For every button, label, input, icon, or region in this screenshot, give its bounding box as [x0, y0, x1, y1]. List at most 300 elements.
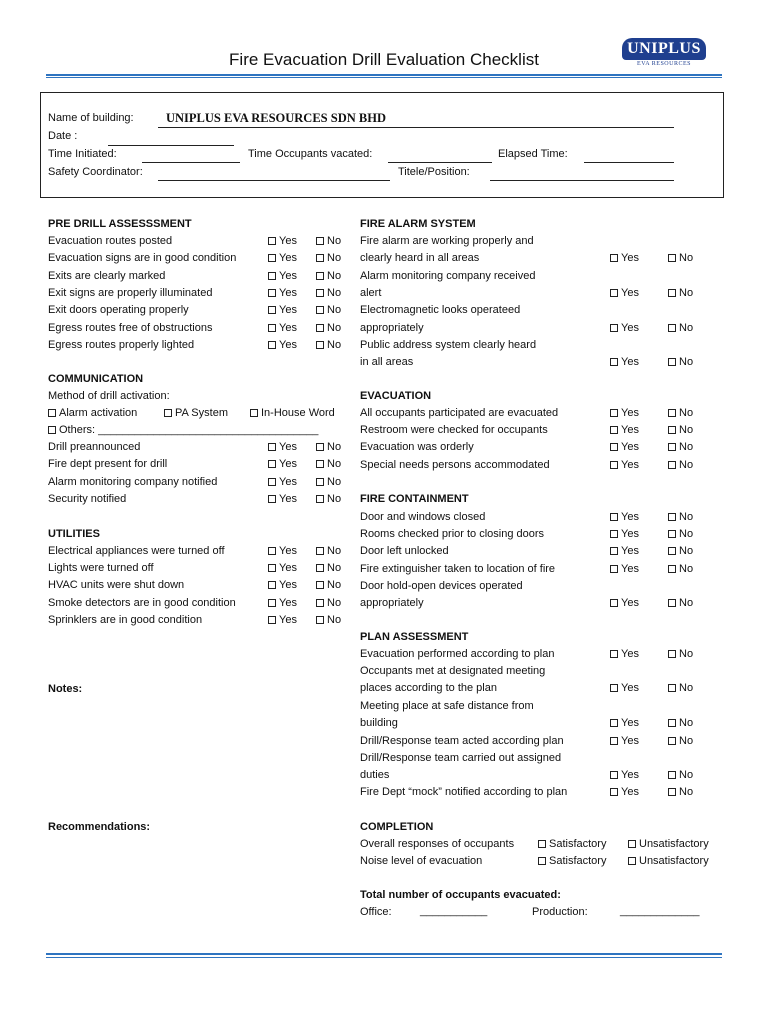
- yes-checkbox[interactable]: [268, 597, 297, 610]
- checkbox[interactable]: [268, 547, 276, 555]
- yes-checkbox[interactable]: [610, 648, 639, 661]
- logo-subtitle: EVA RESOURCES: [637, 61, 691, 67]
- checkbox[interactable]: [268, 324, 276, 332]
- checkbox[interactable]: [610, 530, 618, 538]
- section-heading-fire-containment: FIRE CONTAINMENT: [360, 493, 469, 505]
- yes-checkbox[interactable]: [268, 579, 297, 592]
- checklist-item: Restroom were checked for occupants: [360, 424, 548, 437]
- recommendations-label: Recommendations:: [48, 821, 151, 833]
- checkbox-label: No: [327, 235, 342, 247]
- checkbox[interactable]: [668, 530, 676, 538]
- checkbox[interactable]: [610, 547, 618, 555]
- checkbox[interactable]: [668, 719, 676, 727]
- yes-checkbox[interactable]: [268, 493, 297, 506]
- checkbox[interactable]: [316, 254, 324, 262]
- checkbox-label: No: [679, 286, 694, 299]
- checkbox[interactable]: [668, 426, 676, 434]
- no-checkbox[interactable]: [316, 614, 341, 627]
- no-checkbox[interactable]: [668, 597, 693, 610]
- yes-checkbox[interactable]: [610, 786, 639, 799]
- checkbox-label: Unsatisfactory: [639, 838, 709, 850]
- checkbox[interactable]: [610, 426, 618, 434]
- satisfactory-checkbox[interactable]: [538, 838, 606, 851]
- checklist-item: Fire dept present for drill: [48, 458, 168, 470]
- checkbox[interactable]: [610, 771, 618, 779]
- checkbox[interactable]: [316, 495, 324, 503]
- checkbox[interactable]: [628, 857, 636, 865]
- checkbox-label: No: [679, 407, 694, 419]
- no-checkbox[interactable]: [316, 458, 341, 471]
- checklist-item: Overall responses of occupants: [360, 838, 515, 850]
- building-value: UNIPLUS EVA RESOURCES SDN BHD: [166, 111, 386, 125]
- yes-checkbox[interactable]: [268, 304, 297, 317]
- checklist-item: Noise level of evacuation: [360, 855, 483, 867]
- checkbox-label: Yes: [621, 321, 639, 334]
- checkbox-label: No: [679, 648, 694, 660]
- checkbox[interactable]: [316, 324, 324, 332]
- checklist-item: Drill/Response team acted according plan: [360, 735, 564, 747]
- yes-checkbox[interactable]: [268, 252, 297, 265]
- yes-checkbox[interactable]: [610, 356, 639, 369]
- checklist-item: Evacuation was orderly: [360, 441, 474, 454]
- checkbox[interactable]: [610, 409, 618, 417]
- checkbox-label: Yes: [621, 562, 639, 575]
- no-checkbox[interactable]: [668, 424, 693, 437]
- checkbox-label: Yes: [621, 407, 639, 419]
- checkbox-label: Yes: [621, 769, 639, 781]
- checkbox[interactable]: [668, 254, 676, 262]
- checkbox-label: Unsatisfactory: [639, 855, 709, 867]
- checkbox[interactable]: [316, 237, 324, 245]
- yes-checkbox[interactable]: [268, 614, 297, 627]
- checkbox[interactable]: [316, 581, 324, 589]
- method-label: Method of drill activation:: [48, 390, 170, 402]
- section-heading-plan-assessment: PLAN ASSESSMENT: [360, 631, 469, 643]
- no-checkbox[interactable]: [316, 304, 341, 317]
- checkbox-label: No: [679, 597, 694, 609]
- yes-checkbox[interactable]: [610, 528, 639, 541]
- checkbox[interactable]: [268, 581, 276, 589]
- no-checkbox[interactable]: [316, 270, 341, 283]
- checkbox-label: No: [327, 562, 342, 575]
- checkbox[interactable]: [668, 565, 676, 573]
- no-checkbox[interactable]: [316, 252, 341, 265]
- checkbox-label: Yes: [279, 235, 297, 247]
- checkbox[interactable]: [268, 272, 276, 280]
- option-alarm-activation[interactable]: [48, 407, 137, 420]
- no-checkbox[interactable]: [316, 322, 341, 335]
- time-initiated-label: Time Initiated:: [48, 148, 117, 160]
- building-field-line[interactable]: [158, 127, 674, 128]
- checkbox-label: Yes: [621, 458, 639, 471]
- checkbox[interactable]: [610, 684, 618, 692]
- yes-checkbox[interactable]: [610, 682, 639, 695]
- checkbox-label: Yes: [621, 597, 639, 609]
- date-field-line[interactable]: [108, 145, 234, 146]
- checkbox-label: No: [679, 769, 694, 781]
- checkbox[interactable]: [610, 650, 618, 658]
- yes-checkbox[interactable]: [268, 270, 297, 283]
- checkbox-label: No: [679, 717, 694, 729]
- checkbox[interactable]: [268, 443, 276, 451]
- yes-checkbox[interactable]: [268, 562, 297, 575]
- yes-checkbox[interactable]: [610, 441, 639, 454]
- checklist-item: Fire Dept “mock” notified according to plan: [360, 786, 568, 798]
- checklist-item: Electrical appliances were turned off: [48, 545, 225, 557]
- checkbox[interactable]: [668, 684, 676, 692]
- checkbox[interactable]: [668, 324, 676, 332]
- checklist-item-cont: in all areas: [360, 356, 414, 369]
- checkbox[interactable]: [268, 237, 276, 245]
- checkbox[interactable]: [668, 650, 676, 658]
- checkbox-label: In-House Word: [261, 407, 335, 419]
- yes-checkbox[interactable]: [610, 287, 639, 300]
- section-heading-utilities: UTILITIES: [48, 528, 100, 540]
- checkbox[interactable]: [668, 737, 676, 745]
- checkbox-label: No: [327, 613, 342, 626]
- yes-checkbox[interactable]: [610, 459, 639, 472]
- checklist-item: Evacuation performed according to plan: [360, 648, 555, 660]
- yes-checkbox[interactable]: [610, 322, 639, 335]
- checkbox-label: Yes: [279, 613, 297, 626]
- no-checkbox[interactable]: [316, 441, 341, 454]
- header-rule-thin: [46, 77, 722, 78]
- option-pa-system[interactable]: [164, 407, 228, 420]
- checkbox[interactable]: [48, 409, 56, 417]
- checkbox-label: Yes: [279, 545, 297, 557]
- checkbox-label: No: [327, 579, 342, 592]
- no-checkbox[interactable]: [668, 459, 693, 472]
- checkbox[interactable]: [268, 289, 276, 297]
- no-checkbox[interactable]: [668, 356, 693, 369]
- checklist-item: Electromagnetic looks operateed: [360, 304, 521, 317]
- checkbox-label: Yes: [621, 648, 639, 660]
- checklist-item: Fire alarm are working properly and: [360, 235, 534, 247]
- checkbox-label: No: [327, 545, 342, 557]
- checklist-item: Exit signs are properly illuminated: [48, 286, 213, 299]
- checkbox[interactable]: [316, 599, 324, 607]
- no-checkbox[interactable]: [316, 476, 341, 489]
- coordinator-field-line[interactable]: [158, 180, 390, 181]
- checkbox-label: Yes: [621, 545, 639, 558]
- checkbox-label: No: [679, 458, 694, 471]
- no-checkbox[interactable]: [668, 563, 693, 576]
- footer-rule-thin: [46, 957, 722, 958]
- production-label: Production:: [532, 906, 588, 918]
- checkbox[interactable]: [268, 478, 276, 486]
- checkbox[interactable]: [164, 409, 172, 417]
- checkbox[interactable]: [610, 513, 618, 521]
- checkbox[interactable]: [268, 495, 276, 503]
- no-checkbox[interactable]: [316, 287, 341, 300]
- checklist-item-cont: duties: [360, 769, 390, 781]
- checkbox-label: No: [679, 424, 694, 437]
- checklist-item: All occupants participated are evacuated: [360, 407, 559, 419]
- yes-checkbox[interactable]: [268, 339, 297, 352]
- notes-label: Notes:: [48, 683, 83, 695]
- no-checkbox[interactable]: [668, 682, 693, 695]
- no-checkbox[interactable]: [668, 545, 693, 558]
- checkbox-label: No: [679, 441, 694, 454]
- checkbox[interactable]: [250, 409, 258, 417]
- checklist-item-cont: alert: [360, 286, 382, 299]
- checklist-item: Meeting place at safe distance from: [360, 700, 534, 712]
- logo-wordmark: UNIPLUS: [622, 38, 706, 60]
- checklist-item: Lights were turned off: [48, 562, 154, 575]
- option-others[interactable]: [48, 424, 318, 437]
- checkbox-label: No: [679, 511, 694, 523]
- checkbox-label: No: [327, 596, 342, 609]
- checkbox[interactable]: [268, 254, 276, 262]
- checkbox[interactable]: [316, 443, 324, 451]
- checklist-item: Alarm monitoring company received: [360, 269, 536, 282]
- option-in-house-word[interactable]: [250, 407, 335, 420]
- checklist-item: HVAC units were shut down: [48, 579, 185, 592]
- yes-checkbox[interactable]: [610, 563, 639, 576]
- checkbox-label: Yes: [621, 252, 639, 265]
- checkbox[interactable]: [48, 426, 56, 434]
- checklist-item: Drill/Response team carried out assigned: [360, 752, 562, 764]
- checkbox[interactable]: [538, 857, 546, 865]
- yes-checkbox[interactable]: [610, 597, 639, 610]
- checkbox-label: Yes: [279, 476, 297, 488]
- checkbox-label: No: [679, 321, 694, 334]
- checkbox-label: Satisfactory: [549, 838, 607, 850]
- checkbox[interactable]: [316, 306, 324, 314]
- checkbox-label: Alarm activation: [59, 407, 138, 419]
- checkbox[interactable]: [610, 254, 618, 262]
- yes-checkbox[interactable]: [268, 287, 297, 300]
- checklist-item: Public address system clearly heard: [360, 339, 537, 352]
- no-checkbox[interactable]: [316, 545, 341, 558]
- office-field[interactable]: ___________: [420, 905, 488, 917]
- checklist-item: Door hold-open devices operated: [360, 580, 523, 592]
- unsatisfactory-checkbox[interactable]: [628, 855, 709, 868]
- checklist-item: Evacuation routes posted: [48, 235, 173, 247]
- checkbox-label: Yes: [279, 458, 297, 470]
- section-heading-pre-drill: PRE DRILL ASSESSSMENT: [48, 218, 192, 230]
- checkbox-label: Yes: [621, 717, 639, 729]
- checkbox-label: No: [327, 252, 342, 265]
- checkbox-label: No: [679, 786, 694, 798]
- elapsed-label: Elapsed Time:: [498, 148, 568, 160]
- checkbox-label: Yes: [621, 424, 639, 437]
- no-checkbox[interactable]: [668, 511, 693, 524]
- checkbox-label: No: [679, 356, 694, 369]
- office-label: Office:: [360, 906, 392, 918]
- checkbox[interactable]: [668, 547, 676, 555]
- production-field[interactable]: _____________: [620, 905, 700, 917]
- checklist-item: Exits are clearly marked: [48, 269, 166, 282]
- checkbox[interactable]: [610, 358, 618, 366]
- satisfactory-checkbox[interactable]: [538, 855, 606, 868]
- checkbox-label: Yes: [621, 528, 639, 541]
- checkbox-label: No: [679, 252, 694, 265]
- checkbox[interactable]: [610, 461, 618, 469]
- checkbox[interactable]: [668, 443, 676, 451]
- section-heading-fire-alarm: FIRE ALARM SYSTEM: [360, 218, 476, 230]
- total-occupants-heading: Total number of occupants evacuated:: [360, 889, 561, 901]
- section-heading-evacuation: EVACUATION: [360, 390, 432, 402]
- no-checkbox[interactable]: [668, 528, 693, 541]
- checklist-item: Special needs persons accommodated: [360, 458, 550, 471]
- checkbox[interactable]: [668, 513, 676, 521]
- yes-checkbox[interactable]: [610, 735, 639, 748]
- no-checkbox[interactable]: [668, 717, 693, 730]
- no-checkbox[interactable]: [316, 579, 341, 592]
- checkbox[interactable]: [668, 461, 676, 469]
- checklist-item: Door and windows closed: [360, 511, 486, 523]
- checkbox[interactable]: [628, 840, 636, 848]
- checkbox-label: Yes: [621, 356, 639, 369]
- checklist-item: Fire extinguisher taken to location of fire: [360, 562, 556, 575]
- checklist-item: Alarm monitoring company notified: [48, 476, 218, 488]
- time-vacated-label: Time Occupants vacated:: [248, 148, 373, 160]
- checkbox-label: No: [327, 304, 342, 317]
- checkbox-label: No: [679, 735, 694, 747]
- checkbox-label: Others: ____________________________________: [59, 424, 319, 436]
- yes-checkbox[interactable]: [268, 441, 297, 454]
- unsatisfactory-checkbox[interactable]: [628, 838, 709, 851]
- position-label: Titele/Position:: [398, 166, 470, 178]
- yes-checkbox[interactable]: [610, 252, 639, 265]
- checkbox[interactable]: [316, 564, 324, 572]
- checklist-item: Sprinklers are in good condition: [48, 613, 203, 626]
- checklist-item-cont: appropriately: [360, 597, 424, 609]
- checklist-item: Smoke detectors are in good condition: [48, 596, 236, 609]
- yes-checkbox[interactable]: [610, 407, 639, 420]
- checkbox[interactable]: [610, 289, 618, 297]
- checklist-item: Door left unlocked: [360, 545, 449, 558]
- no-checkbox[interactable]: [668, 769, 693, 782]
- checkbox[interactable]: [668, 358, 676, 366]
- no-checkbox[interactable]: [668, 441, 693, 454]
- no-checkbox[interactable]: [316, 235, 341, 248]
- checkbox-label: Yes: [279, 338, 297, 351]
- checkbox[interactable]: [316, 272, 324, 280]
- checkbox[interactable]: [316, 289, 324, 297]
- checkbox-label: Yes: [279, 269, 297, 282]
- checkbox[interactable]: [268, 341, 276, 349]
- checklist-item: Occupants met at designated meeting: [360, 665, 546, 677]
- checkbox[interactable]: [610, 719, 618, 727]
- checkbox-label: Yes: [621, 786, 639, 798]
- checkbox[interactable]: [610, 565, 618, 573]
- checkbox[interactable]: [668, 599, 676, 607]
- yes-checkbox[interactable]: [610, 424, 639, 437]
- section-heading-completion: COMPLETION: [360, 821, 434, 833]
- no-checkbox[interactable]: [668, 735, 693, 748]
- checkbox[interactable]: [268, 306, 276, 314]
- no-checkbox[interactable]: [668, 287, 693, 300]
- checkbox-label: Yes: [279, 441, 297, 453]
- section-heading-communication: COMMUNICATION: [48, 373, 144, 385]
- yes-checkbox[interactable]: [610, 717, 639, 730]
- checkbox[interactable]: [668, 771, 676, 779]
- checklist-item: Rooms checked prior to closing doors: [360, 528, 545, 541]
- no-checkbox[interactable]: [316, 562, 341, 575]
- checkbox[interactable]: [268, 460, 276, 468]
- checkbox[interactable]: [268, 564, 276, 572]
- time-initiated-field-line[interactable]: [142, 162, 240, 163]
- checkbox-label: Satisfactory: [549, 855, 607, 867]
- checkbox-label: Yes: [279, 562, 297, 575]
- checkbox[interactable]: [538, 840, 546, 848]
- checkbox[interactable]: [668, 788, 676, 796]
- no-checkbox[interactable]: [316, 597, 341, 610]
- checkbox-label: No: [679, 682, 694, 694]
- no-checkbox[interactable]: [668, 322, 693, 335]
- elapsed-field-line[interactable]: [584, 162, 674, 163]
- yes-checkbox[interactable]: [610, 769, 639, 782]
- time-vacated-field-line[interactable]: [388, 162, 492, 163]
- checkbox-label: Yes: [279, 286, 297, 299]
- checkbox[interactable]: [268, 616, 276, 624]
- checklist-item-cont: clearly heard in all areas: [360, 252, 480, 265]
- checkbox-label: Yes: [621, 441, 639, 454]
- no-checkbox[interactable]: [316, 339, 341, 352]
- checkbox[interactable]: [610, 737, 618, 745]
- checklist-item-cont: places according to the plan: [360, 682, 497, 694]
- checkbox-label: Yes: [279, 304, 297, 317]
- checkbox-label: Yes: [621, 286, 639, 299]
- checkbox[interactable]: [316, 460, 324, 468]
- checkbox-label: Yes: [279, 579, 297, 592]
- checkbox[interactable]: [268, 599, 276, 607]
- yes-checkbox[interactable]: [268, 476, 297, 489]
- checkbox[interactable]: [668, 289, 676, 297]
- yes-checkbox[interactable]: [268, 545, 297, 558]
- checkbox[interactable]: [316, 616, 324, 624]
- yes-checkbox[interactable]: [268, 458, 297, 471]
- page-title: Fire Evacuation Drill Evaluation Checklist: [229, 50, 539, 69]
- position-field-line[interactable]: [490, 180, 674, 181]
- no-checkbox[interactable]: [668, 252, 693, 265]
- checkbox[interactable]: [316, 478, 324, 486]
- checkbox-label: No: [327, 269, 342, 282]
- checkbox[interactable]: [316, 547, 324, 555]
- checklist-item: Egress routes properly lighted: [48, 338, 195, 351]
- no-checkbox[interactable]: [668, 648, 693, 661]
- yes-checkbox[interactable]: [610, 545, 639, 558]
- checkbox[interactable]: [610, 788, 618, 796]
- coordinator-label: Safety Coordinator:: [48, 166, 143, 178]
- checkbox-label: Yes: [621, 511, 639, 523]
- checkbox[interactable]: [610, 324, 618, 332]
- no-checkbox[interactable]: [668, 786, 693, 799]
- no-checkbox[interactable]: [316, 493, 341, 506]
- checkbox-label: No: [327, 476, 342, 488]
- checkbox[interactable]: [316, 341, 324, 349]
- checkbox[interactable]: [610, 599, 618, 607]
- checkbox[interactable]: [610, 443, 618, 451]
- yes-checkbox[interactable]: [610, 511, 639, 524]
- checkbox-label: No: [679, 545, 694, 558]
- checkbox-label: No: [327, 338, 342, 351]
- checklist-item: Exit doors operating properly: [48, 304, 189, 317]
- checkbox-label: No: [327, 458, 342, 470]
- checkbox-label: Yes: [621, 682, 639, 694]
- checkbox[interactable]: [668, 409, 676, 417]
- date-label: Date :: [48, 130, 78, 142]
- company-logo: [622, 38, 706, 72]
- yes-checkbox[interactable]: [268, 322, 297, 335]
- yes-checkbox[interactable]: [268, 235, 297, 248]
- checklist-item-cont: building: [360, 717, 398, 729]
- checkbox-label: No: [327, 441, 342, 453]
- no-checkbox[interactable]: [668, 407, 693, 420]
- checkbox-label: No: [327, 493, 342, 505]
